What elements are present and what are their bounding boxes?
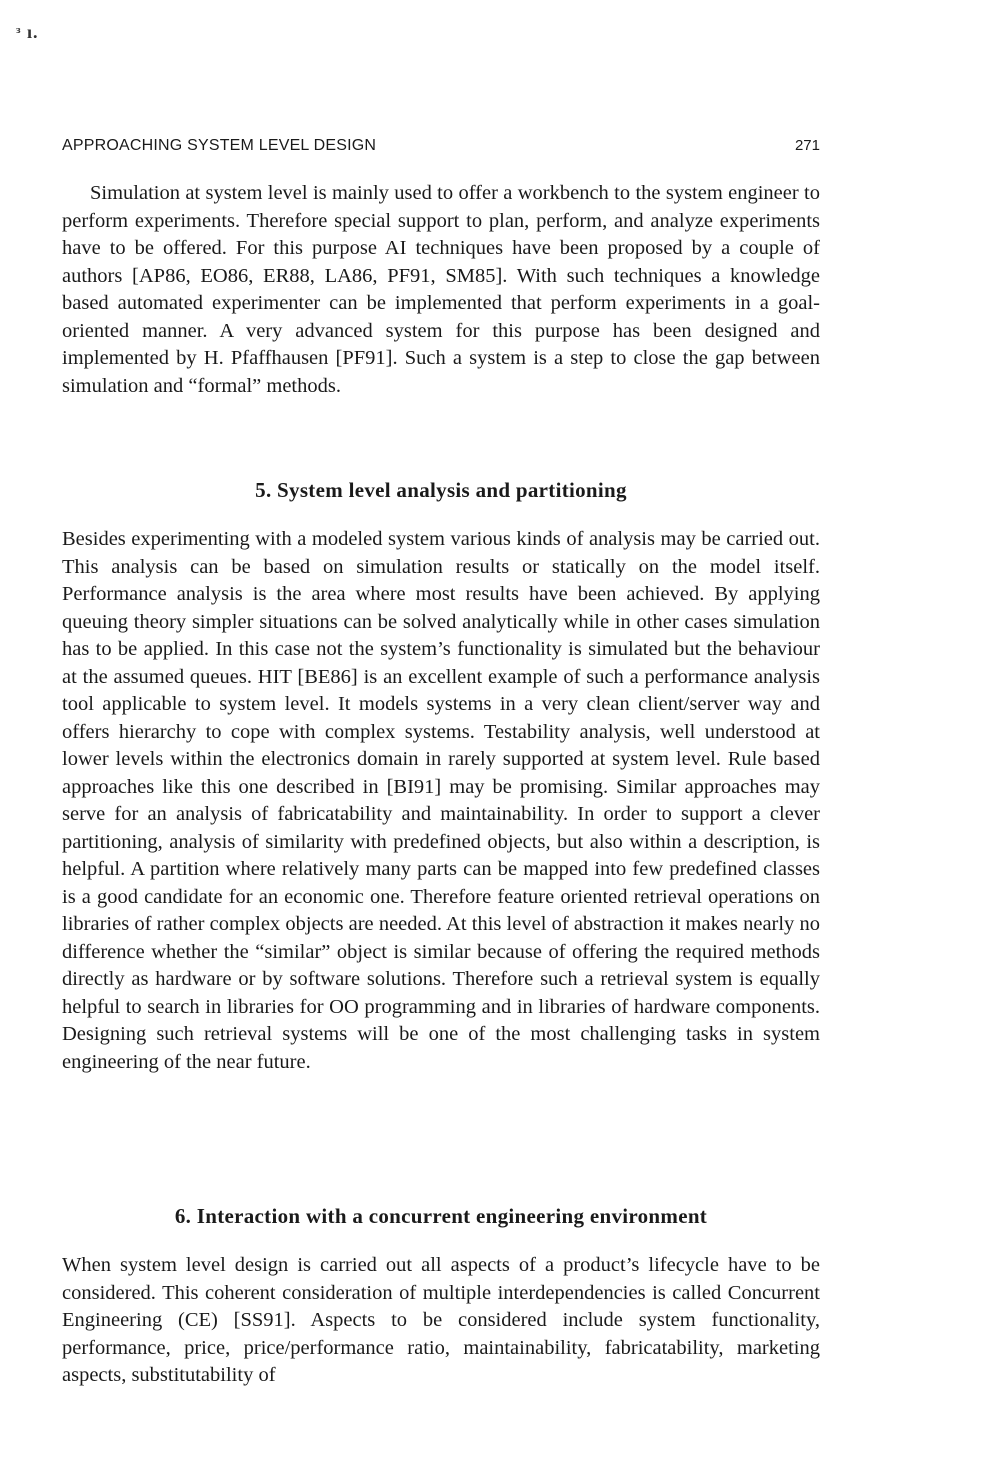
- intro-section: [62, 180, 820, 400]
- section-6: [62, 1252, 820, 1390]
- section-5-heading: 5. System level analysis and partitioning: [255, 478, 627, 502]
- running-title: APPROACHING SYSTEM LEVEL DESIGN: [62, 137, 377, 154]
- section-6-heading: 6. Interaction with a concurrent engineering environment: [174, 1204, 708, 1228]
- section-5-heading-wrap: [62, 478, 820, 503]
- page-number: 271: [794, 137, 820, 154]
- section-6-paragraph: When system level design is carried out all aspects of a product’s lifecycle have to be considered. This coherent consideration of multiple interdependencies is called Concurrent Engineering (CE) [SS91]. Aspects to be considered include system functionality, performance, price, price/performance ratio, maintainability, fabricatability, marketing aspects, substitutability of: [62, 1254, 820, 1386]
- section-5-paragraph: Besides experimenting with a modeled system various kinds of analysis may be carried out. This analysis can be based on simulation results or statically on the model itself. Performance analysis is the area where most results have been achieved. By applying queuing theory simpler situations can be solved analytically while in other cases simulation has to be applied. In this case not the system’s functionality is simulated but the behaviour at the assumed queues. HIT [BE86] is an excellent example of such a performance analysis tool applicable to system level. It models systems in a very clean client/server way and offers hierarchy to cope with complex systems. Testability analysis, well understood at lower levels within the electronics domain in rarely supported at system level. Rule based approaches like this one described in [BI91] may be promising. Similar approaches may serve for an analysis of fabricatability and maintainability. In order to support a clever partitioning, analysis of similarity with predefined objects, but also within a description, is helpful. A partition where relatively many parts can be mapped into few predefined classes is a good candidate for an economic one. Therefore feature oriented retrieval operations on libraries of rather complex objects are needed. At this level of abstraction it makes nearly no difference whether the “similar” object is similar because of offering the required methods directly as hardware or by software solutions. Therefore such a retrieval system is equally helpful to search in libraries for OO programming and in libraries of hardware components. Designing such retrieval systems will be one of the most challenging tasks in system engineering of the near future.: [62, 528, 820, 1073]
- section-6-heading-wrap: [62, 1204, 820, 1229]
- intro-paragraph: Simulation at system level is mainly used to offer a workbench to the system engineer to perform experiments. Therefore special support to plan, perform, and analyze experiments have to be offered. For this purpose AI techniques have been proposed by a couple of authors [AP86, EO86, ER88, LA86, PF91, SM85]. With such techniques a knowledge based automated experimenter can be implemented that perform experiments in a goal-oriented manner. A very advanced system for this purpose has been designed and implemented by H. Pfaffhausen [PF91]. Such a system is a step to close the gap between simulation and “formal” methods.: [62, 182, 820, 397]
- section-5: [62, 526, 820, 1076]
- corner-scan-mark: ᵌ ı.: [16, 22, 39, 42]
- running-header: [62, 137, 820, 155]
